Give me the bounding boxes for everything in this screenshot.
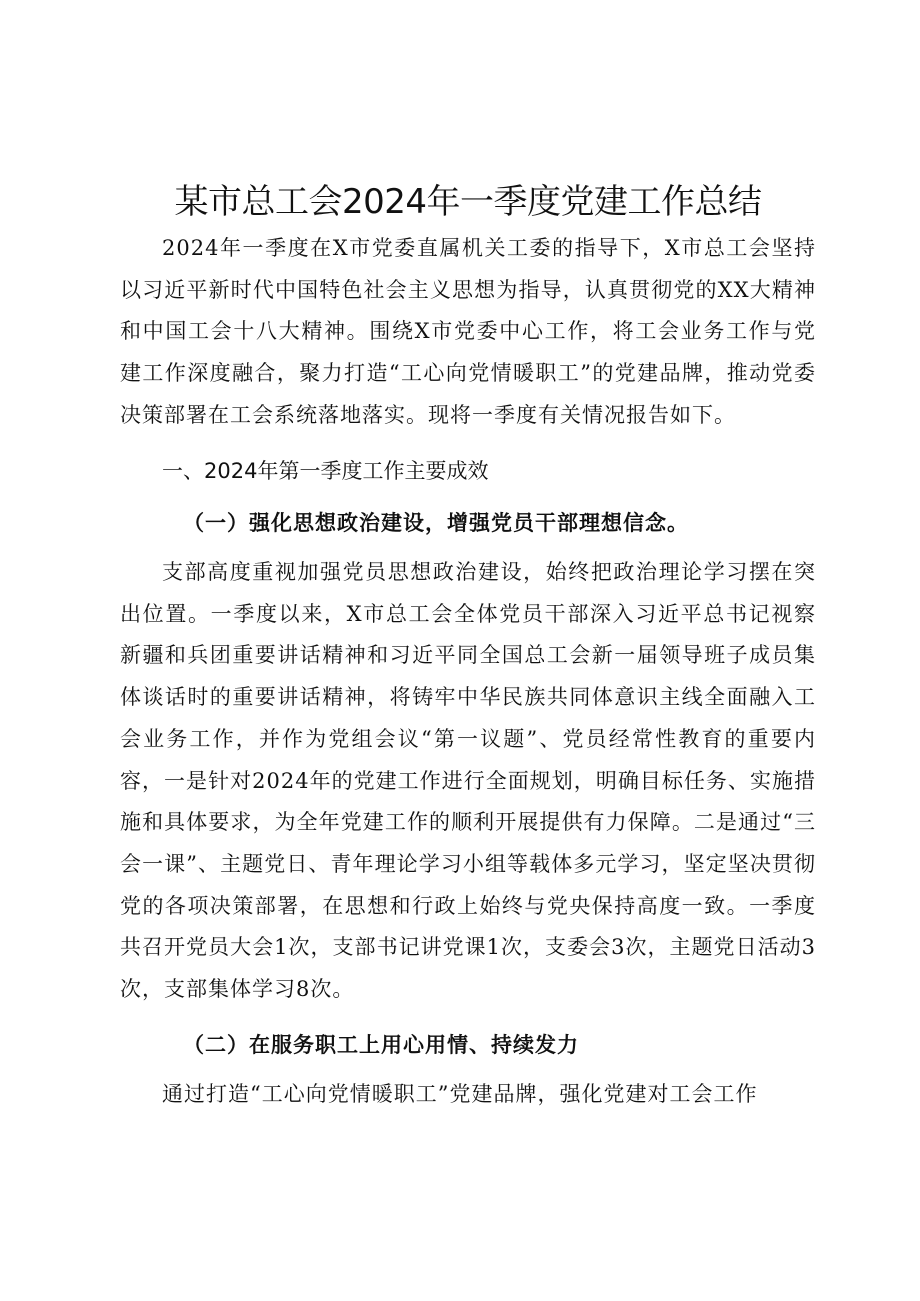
subsection-1-heading: （一）强化思想政治建设，增强党员干部理想信念。	[183, 510, 689, 535]
subsection-1-body: 支部高度重视加强党员思想政治建设，始终把政治理论学习摆在突出位置。一季度以来，X市总工会全体党员干部深入习近平总书记视察新疆和兵团重要讲话精神和习近平同全国总工会新一届领导班子成员集体谈话时的重要讲话精神，将铸牢中华民族共同体意识主线全面融入工会业务工作，并作为党组会议“第一议题”、党员经常性教育的重要内容，一是针对2024年的党建工作进行全面规划，明确目标任务、实施措施和具体要求，为全年党建工作的顺利开展提供有力保障。二是通过“三会一课”、主题党日、青年理论学习小组等载体多元学习，坚定坚决贯彻党的各项决策部署，在思想和行政上始终与党央保持高度一致。一季度共召开党员大会1次，支部书记讲党课1次，支委会3次，主题党日活动3次，支部集体学习8次。	[120, 560, 816, 1002]
document-title: 某市总工会2024年一季度党建工作总结	[174, 182, 762, 222]
intro-paragraph: 2024年一季度在X市党委直属机关工委的指导下，X市总工会坚持以习近平新时代中国特色社会主义思想为指导，认真贯彻党的XX大精神和中国工会十八大精神。围绕X市党委中心工作，将工会业务工作与党建工作深度融合，聚力打造“工心向党情暖职工”的党建品牌，推动党委决策部署在工会系统落地落实。现将一季度有关情况报告如下。	[120, 236, 816, 427]
section-1-heading: 一、2024年第一季度工作主要成效	[162, 459, 489, 483]
document-page	[120, 0, 816, 1301]
subsection-2-body: 通过打造“工心向党情暖职工”党建品牌，强化党建对工会工作	[162, 1082, 758, 1106]
subsection-2-heading: （二）在服务职工上用心用情、持续发力	[183, 1032, 579, 1057]
